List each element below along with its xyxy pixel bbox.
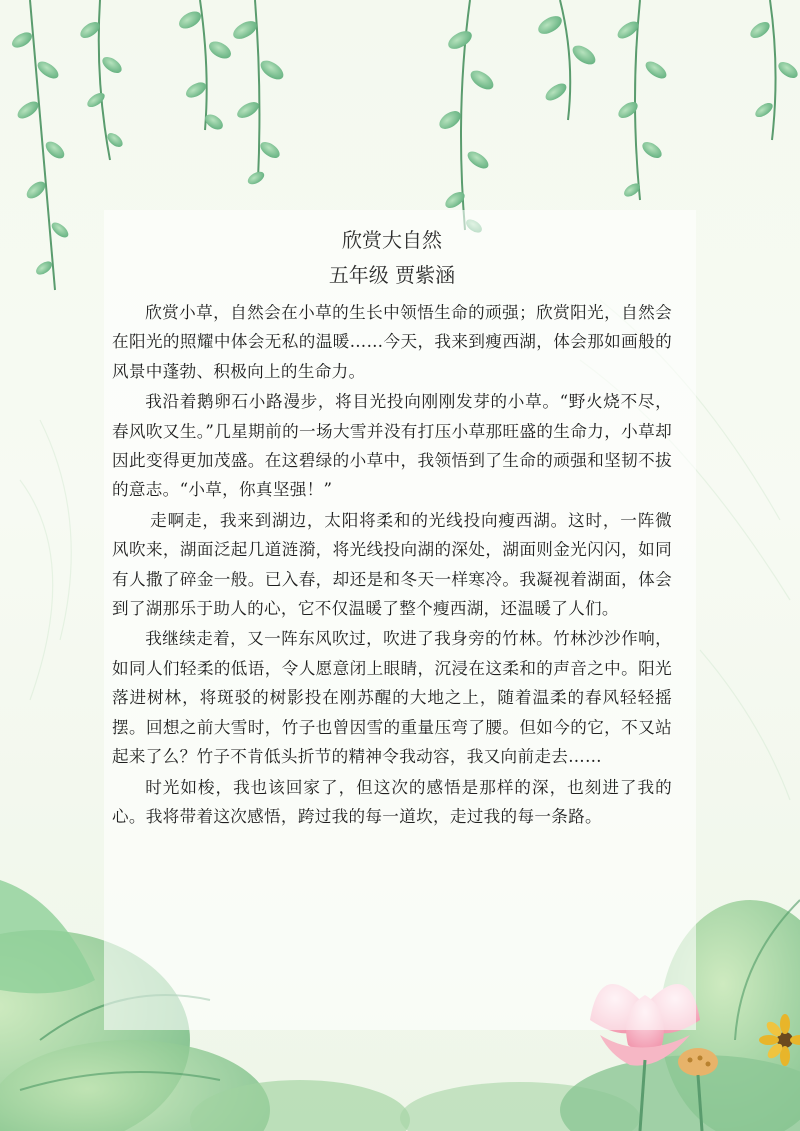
vine-center-left-2 — [230, 0, 286, 187]
article-byline: 五年级 贾紫涵 — [328, 263, 456, 287]
paragraph-2: 我沿着鹅卵石小路漫步，将目光投向刚刚发芽的小草。“野火烧不尽，春风吹又生。”几星期前的一场大雪并没有打压小草那旺盛的生命力，小草却因此变得更加茂盛。在这碧绿的小草中，我领悟到了生命的顽强和坚韧不拔的意志。“小草，你真坚强！” — [112, 392, 672, 500]
vine-right-center — [535, 0, 598, 120]
vine-left-2 — [78, 0, 126, 160]
article-title: 欣赏大自然 — [342, 228, 442, 252]
vine-center — [436, 0, 497, 235]
paragraph-4: 我继续走着，又一阵东风吹过，吹进了我身旁的竹林。竹林沙沙作响，如同人们轻柔的低语，令人愿意闭上眼睛，沉浸在这柔和的声音之中。阳光落进树林，将斑驳的树影投在刚苏醒的大地之上，随着温柔的春风轻轻摇摆。回想之前大雪时，竹子也曾因雪的重量压弯了腰。但如今的它，不又站起来了么？竹子不肯低头折节的精神令我动容，我又向前走去…… — [112, 629, 672, 767]
vine-right — [615, 0, 670, 200]
paragraph-5: 时光如梭，我也该回家了，但这次的感悟是那样的深，也刻进了我的心。我将带着这次感悟，跨过我的每一道坎，走过我的每一条路。 — [112, 777, 672, 826]
vine-left — [9, 0, 70, 290]
paragraph-1: 欣赏小草，自然会在小草的生长中领悟生命的顽强；欣赏阳光，自然会在阳光的照耀中体会无私的温暖……今天，我来到瘦西湖，体会那如画般的风景中蓬勃、积极向上的生命力。 — [112, 303, 672, 381]
vine-center-left — [176, 0, 234, 133]
vine-far-right — [748, 0, 800, 140]
paragraph-3: 走啊走，我来到湖边，太阳将柔和的光线投向瘦西湖。这时，一阵微风吹来，湖面泛起几道涟漪，将光线投向湖的深处，湖面则金光闪闪，如同有人撒了碎金一般。已入春，却还是和冬天一样寒冷。我凝视着湖面，体会到了湖那乐于助人的心，它不仅温暖了整个瘦西湖，还温暖了人们。 — [112, 510, 672, 619]
article-content — [112, 222, 672, 831]
